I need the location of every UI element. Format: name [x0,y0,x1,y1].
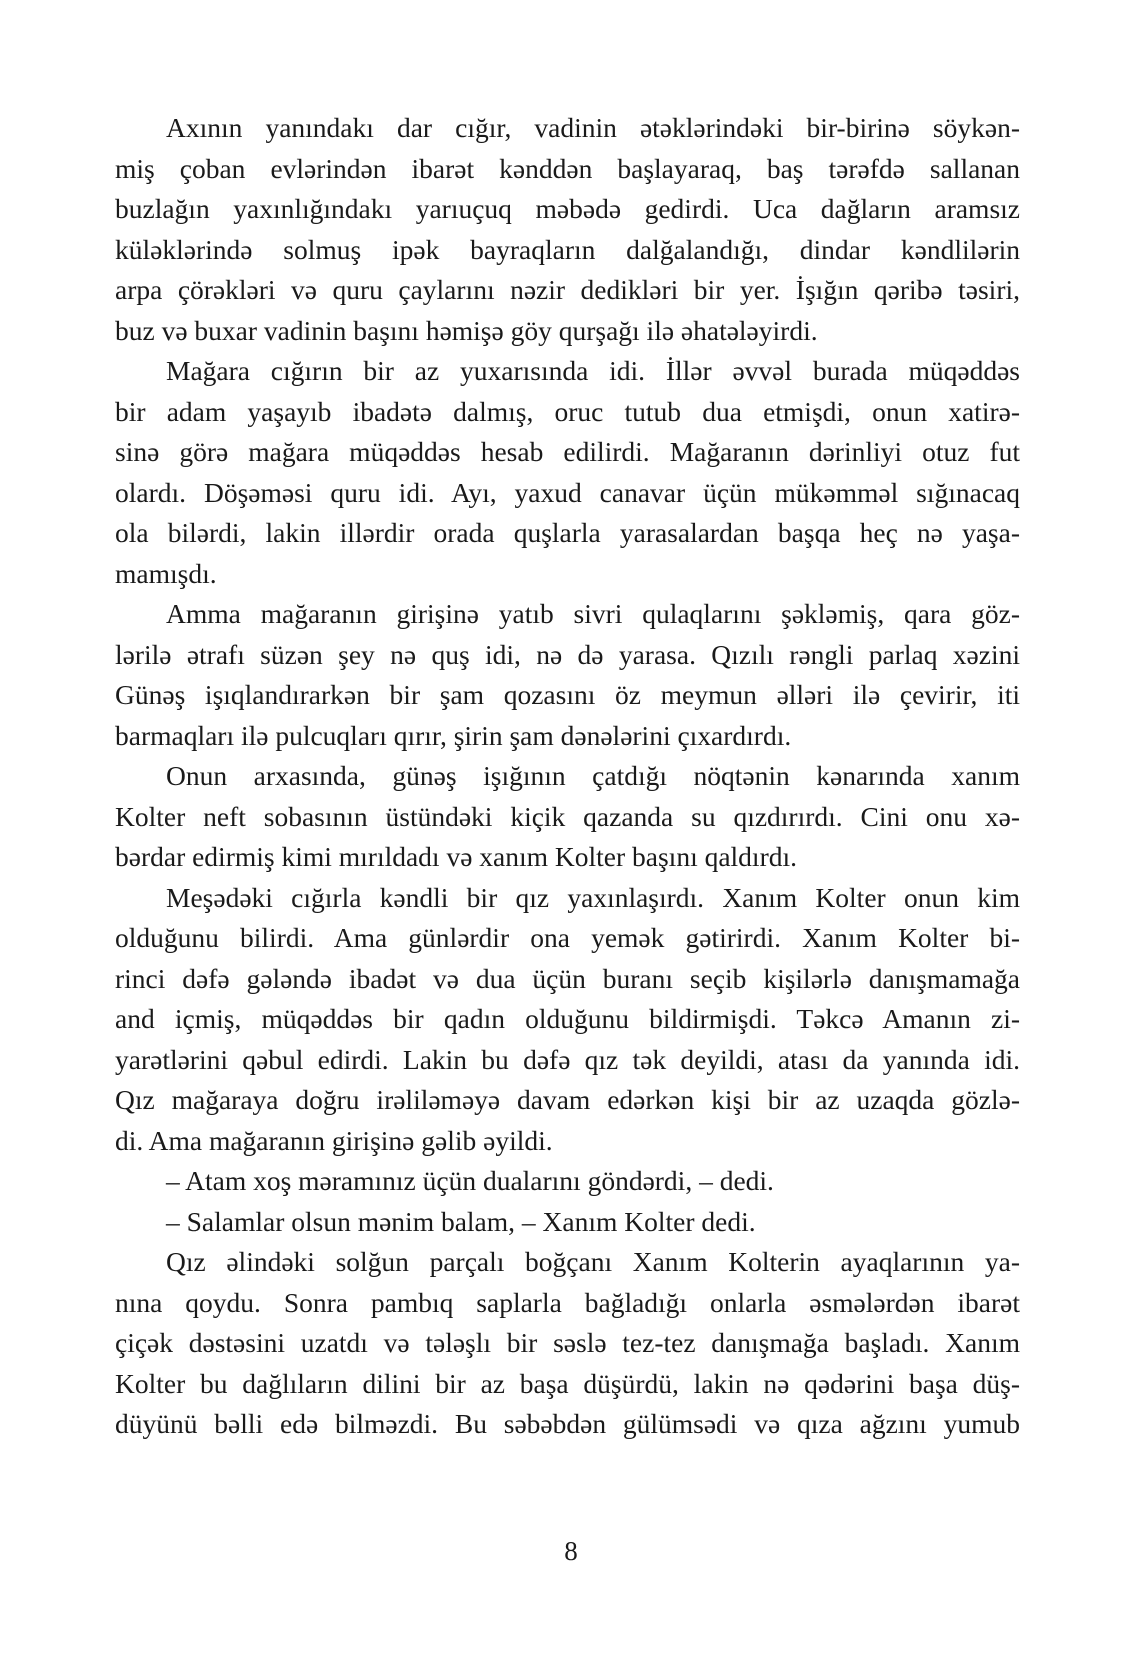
text-line: Mağara cığırın bir az yuxarısında idi. İllər əvvəl burada müqəddəs [166,355,1020,386]
text-line: buz və buxar vadinin başını həmişə göy qurşağı ilə əhatələyirdi. [115,314,818,346]
paragraph [115,351,1020,594]
text-line: Onun arxasında, günəş işığının çatdığı nöqtənin kənarında xanım [166,760,1020,791]
paragraph [115,878,1020,1162]
text-line: yarətlərini qəbul edirdi. Lakin bu dəfə qız tək deyildi, atası da yanında idi. [115,1043,1020,1075]
page-text [115,108,1020,1445]
text-line: miş çoban evlərindən ibarət kənddən başlayaraq, baş tərəfdə sallanan [115,152,1020,184]
paragraph [115,1242,1020,1445]
text-line: olardı. Döşəməsi quru idi. Ayı, yaxud canavar üçün mükəmməl sığınacaq [115,476,1020,508]
text-line: barmaqları ilə pulcuqları qırır, şirin şam dənələrini çıxardırdı. [115,719,792,751]
text-line: Kolter bu dağlıların dilini bir az başa düşürdü, lakin nə qədərini başa düş- [115,1367,1020,1399]
text-line: rinci dəfə gələndə ibadət və dua üçün buranı seçib kişilərlə danışmamağa [115,962,1020,994]
paragraph [115,756,1020,878]
text-line: bir adam yaşayıb ibadətə dalmış, oruc tutub dua etmişdi, onun xatirə- [115,395,1020,427]
paragraph [115,1161,1020,1202]
text-line: sinə görə mağara müqəddəs hesab edilirdi. Mağaranın dərinliyi otuz fut [115,436,1020,467]
text-line: nına qoydu. Sonra pambıq saplarla bağladığı onlarla əsmələrdən ibarət [115,1286,1020,1318]
text-line: – Atam xoş məramınız üçün dualarını göndərdi, – dedi. [166,1165,774,1196]
text-line: Kolter neft sobasının üstündəki kiçik qazanda su qızdırırdı. Cini onu xə- [115,800,1020,832]
text-line: olduğunu bilirdi. Ama günlərdir ona yemək gətirirdi. Xanım Kolter bi- [115,922,1020,953]
text-line: bərdar edirmiş kimi mırıldadı və xanım Kolter başını qaldırdı. [115,841,797,872]
text-line: arpa çörəkləri və quru çaylarını nəzir dedikləri bir yer. İşığın qəribə təsiri, [115,274,1020,305]
text-line: düyünü bəlli edə bilməzdi. Bu səbəbdən gülümsədi və qıza ağzını yumub [115,1408,1020,1439]
text-line: lərilə ətrafı süzən şey nə quş idi, nə də yarasa. Qızılı rəngli parlaq xəzini [115,638,1020,670]
text-line: buzlağın yaxınlığındakı yarıuçuq məbədə gedirdi. Uca dağların aramsız [115,193,1020,224]
text-line: küləklərində solmuş ipək bayraqların dalğalandığı, dindar kəndlilərin [115,233,1020,265]
text-line: Meşədəki cığırla kəndli bir qız yaxınlaşırdı. Xanım Kolter onun kim [166,881,1020,913]
text-line: mamışdı. [115,557,217,589]
text-line: Qız mağaraya doğru irəliləməyə davam edərkən kişi bir az uzaqda gözlə- [115,1084,1020,1115]
paragraph [115,1202,1020,1243]
text-line: Axının yanındakı dar cığır, vadinin ətəklərindəki bir-birinə söykən- [166,112,1020,143]
paragraph [115,108,1020,351]
page-number: 8 [564,1536,578,1566]
text-line: Qız əlindəki solğun parçalı boğçanı Xanım Kolterin ayaqlarının ya- [166,1246,1020,1277]
text-line: çiçək dəstəsini uzatdı və tələşlı bir səslə tez-tez danışmağa başladı. Xanım [115,1327,1020,1358]
text-line: – Salamlar olsun mənim balam, – Xanım Kolter dedi. [166,1205,756,1237]
text-line: and içmiş, müqəddəs bir qadın olduğunu bildirmişdi. Təkcə Amanın zi- [115,1003,1020,1034]
text-line: Günəş işıqlandırarkən bir şam qozasını öz meymun əlləri ilə çevirir, iti [115,679,1020,710]
text-line: Amma mağaranın girişinə yatıb sivri qulaqlarını şəkləmiş, qara göz- [166,598,1020,629]
paragraph [115,594,1020,756]
text-line: di. Ama mağaranın girişinə gəlib əyildi. [115,1124,553,1156]
text-line: ola bilərdi, lakin illərdir orada quşlarla yarasalardan başqa heç nə yaşa- [115,517,1020,548]
